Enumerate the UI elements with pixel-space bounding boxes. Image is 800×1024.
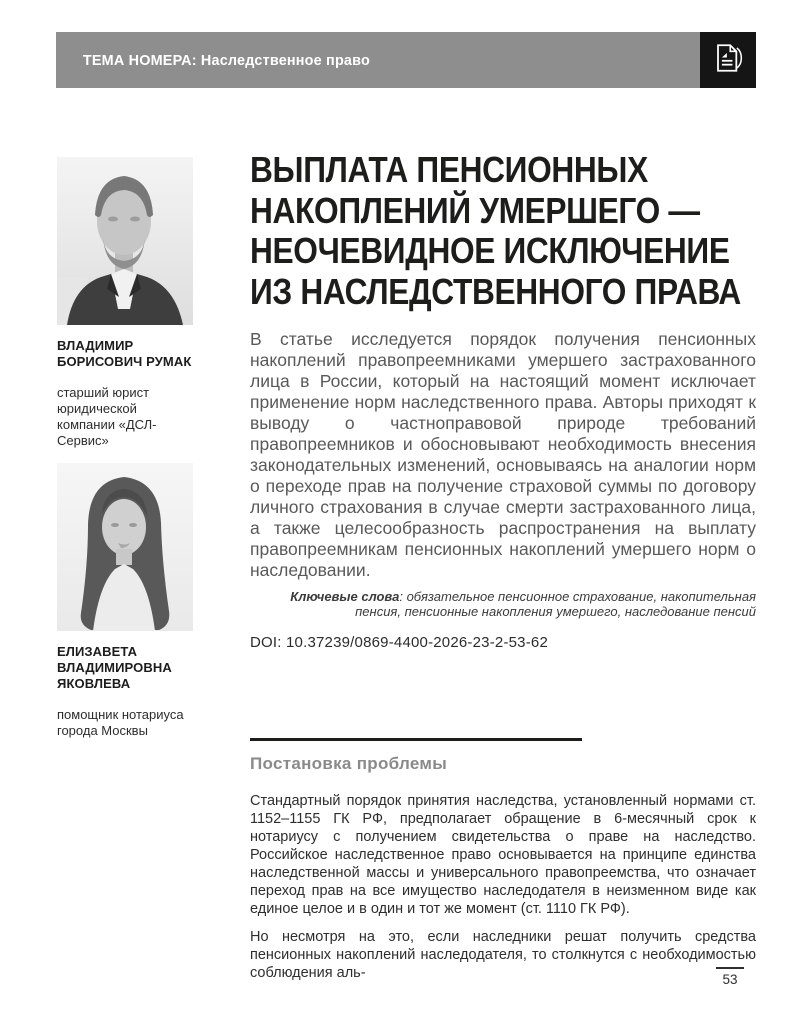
article-keywords xyxy=(250,590,756,619)
topic-header-bar xyxy=(56,32,756,88)
author-block-rumak xyxy=(57,157,197,449)
keywords-label: Ключевые слова xyxy=(290,589,400,604)
article-abstract: В статье исследуется порядок получения пенсионных накоплений правопреемниками умершего застрахованного лица в России, который на настоящий момент исключает применение норм наследственного права. Авторы приходят к выводу о частноправовой природе требований правопреемников и обосновывают необходимость внесения законодательных изменений, основываясь на аналогии норм о переходе прав на получение страховой суммы по договору личного страхования в случае смерти застрахованного лица, а также целесообразность распространения на выплату правопреемникам пенсионных накоплений умершего норм о наследовании. xyxy=(250,329,756,580)
article-document-icon xyxy=(713,42,743,79)
problem-section xyxy=(250,738,756,982)
article-icon-box xyxy=(700,32,756,88)
article-title-line: НЕОЧЕВИДНОЕ ИСКЛЮЧЕНИЕ xyxy=(250,230,730,271)
body-paragraph: Но несмотря на это, если наследники решат получить средства пенсионных накоплений наследодателя, то столкнутся с необходимостью соблюдения аль- xyxy=(250,929,756,981)
article-title-line: ВЫПЛАТА ПЕНСИОННЫХ xyxy=(250,149,648,190)
topic-header-label: ТЕМА НОМЕРА: Наследственное право xyxy=(82,51,370,69)
authors-column xyxy=(57,157,197,739)
author-role: старший юрист юридической компании «ДСЛ-Сервис» xyxy=(57,385,157,448)
keywords-text: : обязательное пенсионное страхование, накопительная пенсия, пенсионные накопления умершего, наследование пенсий xyxy=(355,589,756,619)
author-name: ВЛАДИМИР БОРИСОВИЧ РУМАК xyxy=(57,338,192,369)
page-number: 53 xyxy=(722,972,738,987)
article-doi: DOI: 10.37239/0869-4400-2026-23-2-53-62 xyxy=(250,634,549,651)
page-footer xyxy=(716,967,744,987)
article-title-line: НАКОПЛЕНИЙ УМЕРШЕГО — xyxy=(250,189,700,231)
article-title xyxy=(250,150,756,312)
section-heading: Постановка проблемы xyxy=(250,754,448,773)
article-title-line: ИЗ НАСЛЕДСТВЕННОГО ПРАВА xyxy=(250,270,741,312)
author-role: помощник нотариуса города Москвы xyxy=(57,707,184,738)
body-paragraph: Стандартный порядок принятия наследства, установленный нормами ст. 1152–1155 ГК РФ, предполагает обращение в 6-месячный срок к нотариусу с получением свидетельства о праве на наследство. Российское наследственное право основывается на принципе единства наследственной массы и универсального правопреемства, что означает переход прав на все имущество наследодателя в неизменном виде как единое целое и в один и тот же момент (ст. 1110 ГК РФ). xyxy=(250,793,756,917)
page-number-rule xyxy=(716,967,744,969)
author-name: ЕЛИЗАВЕТА ВЛАДИМИРОВНА ЯКОВЛЕВА xyxy=(57,644,172,691)
section-divider-rule xyxy=(250,738,582,741)
author-block-yakovleva xyxy=(57,463,197,739)
author-photo-yakovleva xyxy=(57,463,193,631)
article-head xyxy=(250,150,756,651)
author-photo-rumak xyxy=(57,157,193,325)
